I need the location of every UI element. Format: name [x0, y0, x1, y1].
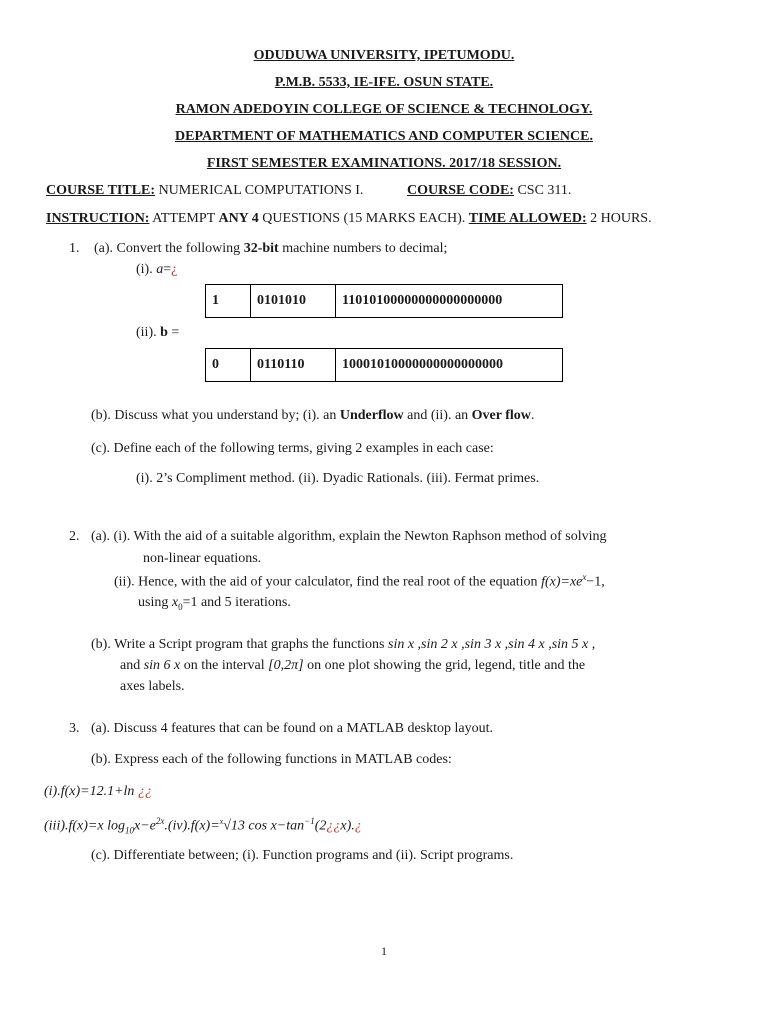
- department-name: DEPARTMENT OF MATHEMATICS AND COMPUTER SCIENCE.: [175, 129, 593, 144]
- instruction-label: INSTRUCTION:: [46, 211, 150, 226]
- sign-bit-cell: 0: [206, 349, 251, 382]
- q2-part-a-i-cont: non-linear equations.: [143, 551, 262, 566]
- instruction-any4: ANY 4: [218, 211, 259, 226]
- exponent-cell: 0101010: [251, 285, 336, 318]
- q2-x0-val: =1: [182, 595, 198, 610]
- q1-part-c: (c). Define each of the following terms, giving 2 examples in each case:: [91, 441, 494, 456]
- q2-equation: f(x)=xe: [541, 574, 583, 590]
- course-title-value: NUMERICAL COMPUTATIONS I.: [158, 183, 364, 198]
- q3-part-c: (c). Differentiate between; (i). Function programs and (ii). Script programs.: [91, 848, 514, 863]
- q3-f3-sub: 10: [124, 825, 134, 836]
- q2-b-line2-post: on one plot showing the grid, legend, title and the: [307, 658, 586, 673]
- q2-equation-tail: −1,: [586, 574, 605, 590]
- instruction-text-b: QUESTIONS (15 MARKS EACH).: [262, 211, 466, 226]
- q1-a-bold: 32-bit: [243, 241, 279, 256]
- q2-b-and: and: [120, 658, 141, 673]
- q3-f3-sup: 2x: [155, 816, 165, 826]
- college-name: RAMON ADEDOYIN COLLEGE OF SCIENCE & TECHNOLOGY.: [175, 102, 593, 117]
- q2-iterations: and 5 iterations.: [200, 595, 291, 610]
- mantissa-cell: 10001010000000000000000: [336, 349, 563, 382]
- q3-f4-root: √13: [223, 818, 245, 834]
- q2-x0: x: [171, 595, 179, 610]
- q1-part-a-ii: [136, 325, 179, 341]
- q1-part-a: [94, 241, 447, 257]
- q2-b-functions: sin x ,sin 2 x ,sin 3 x ,sin 4 x ,sin 5 x ,: [388, 637, 596, 652]
- q2-b-interval: [0,2π]: [268, 658, 304, 673]
- q3-f1: (i).f(x)=12.1+ln: [44, 784, 135, 799]
- q3-part-a: (a). Discuss 4 features that can be found on a MATLAB desktop layout.: [91, 721, 494, 736]
- course-title-line: [46, 183, 363, 199]
- exponent-cell: 0110110: [251, 349, 336, 382]
- q2-part-a-i: (a). (i). With the aid of a suitable algorithm, explain the Newton Raphson method of solving: [91, 529, 607, 544]
- q3-func-i: [44, 784, 152, 800]
- page-number: 1: [381, 944, 387, 958]
- q1-a-text-post: machine numbers to decimal;: [282, 241, 448, 256]
- course-code-line: [407, 183, 571, 199]
- q1-part-b: [91, 408, 534, 424]
- table-row: [206, 349, 563, 382]
- q2-a-ii-text: (ii). Hence, with the aid of your calculator, find the real root of the equation: [114, 574, 538, 590]
- q1-a-text: (a). Convert the following: [94, 241, 241, 256]
- q2-part-b-line2: [120, 658, 585, 674]
- q3-f3-mid: x−e: [133, 818, 156, 834]
- table-row: [206, 285, 563, 318]
- q1-i-glyph: ¿: [171, 262, 178, 277]
- q1-number: 1.: [69, 241, 80, 256]
- q1-i-eq: =: [163, 262, 172, 277]
- university-address: P.M.B. 5533, IE-IFE. OSUN STATE.: [274, 75, 494, 90]
- bits-table-b: [205, 348, 563, 382]
- course-title-label: COURSE TITLE:: [46, 183, 156, 198]
- university-name: ODUDUWA UNIVERSITY, IPETUMODU.: [253, 48, 515, 63]
- instruction-line: [46, 211, 652, 227]
- q1-i-var: a: [156, 262, 164, 277]
- q1-ii-label: (ii).: [136, 325, 157, 340]
- q2-number: 2.: [69, 529, 80, 544]
- q3-f4-paren: (2: [314, 818, 327, 834]
- q1-i-label: (i).: [136, 262, 153, 277]
- exam-title: FIRST SEMESTER EXAMINATIONS. 2017/18 SESSION.: [206, 156, 562, 171]
- q1-b-overflow: Over flow: [471, 408, 531, 423]
- q2-b-func6: sin 6 x: [143, 658, 181, 673]
- q1-b-underflow: Underflow: [339, 408, 404, 423]
- q3-f4-root-index: x: [219, 817, 224, 826]
- sign-bit-cell: 1: [206, 285, 251, 318]
- q1-b-text: (b). Discuss what you understand by; (i). an: [91, 408, 337, 423]
- q1-b-end: .: [530, 408, 535, 423]
- time-allowed-label: TIME ALLOWED:: [468, 211, 587, 226]
- q3-f4-rest: cos x−tan: [248, 818, 305, 834]
- bits-table-a: [205, 284, 563, 318]
- course-code-label: COURSE CODE:: [407, 183, 514, 198]
- q2-x0-sub: 0: [178, 601, 183, 612]
- time-allowed-value: 2 HOURS.: [590, 211, 652, 226]
- mantissa-cell: 11010100000000000000000: [336, 285, 563, 318]
- q2-b-interval-label: on the interval: [183, 658, 265, 673]
- q2-b-text: (b). Write a Script program that graphs the functions: [91, 637, 385, 652]
- q3-f4: .(iv).f(x)=: [164, 818, 220, 834]
- q1-ii-var: b: [160, 325, 168, 340]
- q2-equation-exp: x: [582, 572, 587, 582]
- q2-part-b-line3: axes labels.: [120, 679, 185, 694]
- q3-f3: (iii).f(x)=x log: [44, 818, 125, 834]
- q2-using: using: [138, 595, 169, 610]
- q2-part-b: [91, 637, 595, 653]
- q1-part-a-i: [136, 262, 177, 278]
- q3-f4-end: x).: [340, 818, 355, 834]
- course-code-value: CSC 311.: [517, 183, 572, 198]
- q3-f4-glyph1: ¿¿: [326, 818, 341, 834]
- q3-f1-glyph: ¿¿: [137, 784, 152, 799]
- q3-number: 3.: [69, 721, 80, 736]
- q1-ii-eq: =: [171, 325, 180, 340]
- instruction-text-a: ATTEMPT: [152, 211, 215, 226]
- q1-part-c-items: (i). 2’s Compliment method. (ii). Dyadic Rationals. (iii). Fermat primes.: [136, 471, 540, 486]
- q1-b-mid: and (ii). an: [407, 408, 469, 423]
- q3-f4-sup: −1: [304, 816, 315, 826]
- q3-func-iii-iv: [44, 816, 362, 835]
- q3-f4-glyph2: ¿: [354, 818, 362, 834]
- q2-part-a-ii-cont: [138, 595, 291, 612]
- q3-part-b: (b). Express each of the following functions in MATLAB codes:: [91, 752, 452, 767]
- q2-part-a-ii: [114, 572, 605, 591]
